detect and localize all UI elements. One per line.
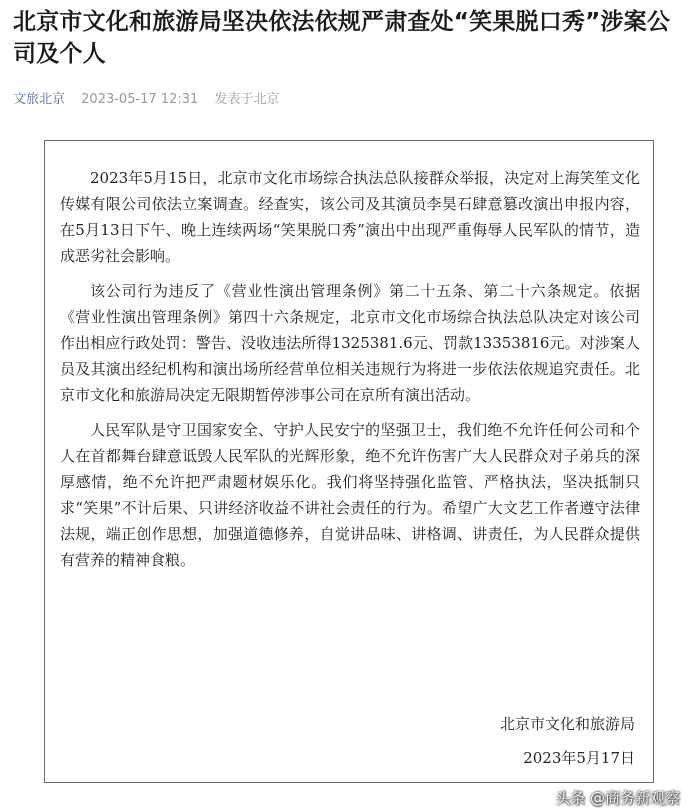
notice-paragraph-2: 该公司行为违反了《营业性演出管理条例》第二十五条、第二十六条规定。依据《营业性演出管理条例》第四十六条规定，北京市文化市场综合执法总队决定对该公司作出相应行政处罚：警告、没收违法所得1325381.6元、罚款13353816元。对涉案人员及其演出经纪机构和演出场所经营单位相关违规行为将进一步依法依规追究责任。北京市文化和旅游局决定无限期暂停涉事公司在京所有演出活动。: [60, 282, 640, 404]
watermark: 头条 @商务新观察: [555, 789, 680, 807]
signature-organization: 北京市文化和旅游局: [499, 715, 635, 733]
article-meta: [13, 90, 279, 110]
notice-body: [60, 165, 640, 582]
notice-paragraph-1: 2023年5月15日，北京市文化市场综合执法总队接群众举报，决定对上海笑笙文化传媒有限公司依法立案调查。经查实，该公司及其演员李昊石肆意篡改演出申报内容，在5月13日下午、晚上连续两场“笑果脱口秀”演出中出现严重侮辱人民军队的情节，造成恶劣社会影响。: [60, 169, 640, 265]
notice-box: [44, 140, 654, 783]
article-location: 发表于北京: [214, 92, 280, 107]
signature-date: 2023年5月17日: [523, 749, 635, 767]
article-datetime: 2023-05-17 12:31: [81, 92, 199, 107]
notice-signature: [500, 707, 635, 775]
article-title: 北京市文化和旅游局坚决依法依规严肃查处“笑果脱口秀”涉案公司及个人: [13, 9, 671, 67]
article-source-link[interactable]: 文旅北京: [13, 92, 66, 107]
notice-paragraph-3: 人民军队是守卫国家安全、守护人民安宁的坚强卫士，我们绝不允许任何公司和个人在首都舞台肆意诋毁人民军队的光辉形象，绝不允许伤害广大人民群众对子弟兵的深厚感情，绝不允许把严肃题材娱乐化。我们将坚持强化监管、严格执法，坚决抵制只求“笑果”不计后果、只讲经济收益不讲社会责任的行为。希望广大文艺工作者遵守法律法规，端正创作思想，加强道德修养，自觉讲品味、讲格调、讲责任，为人民群众提供有营养的精神食粮。: [60, 421, 640, 569]
